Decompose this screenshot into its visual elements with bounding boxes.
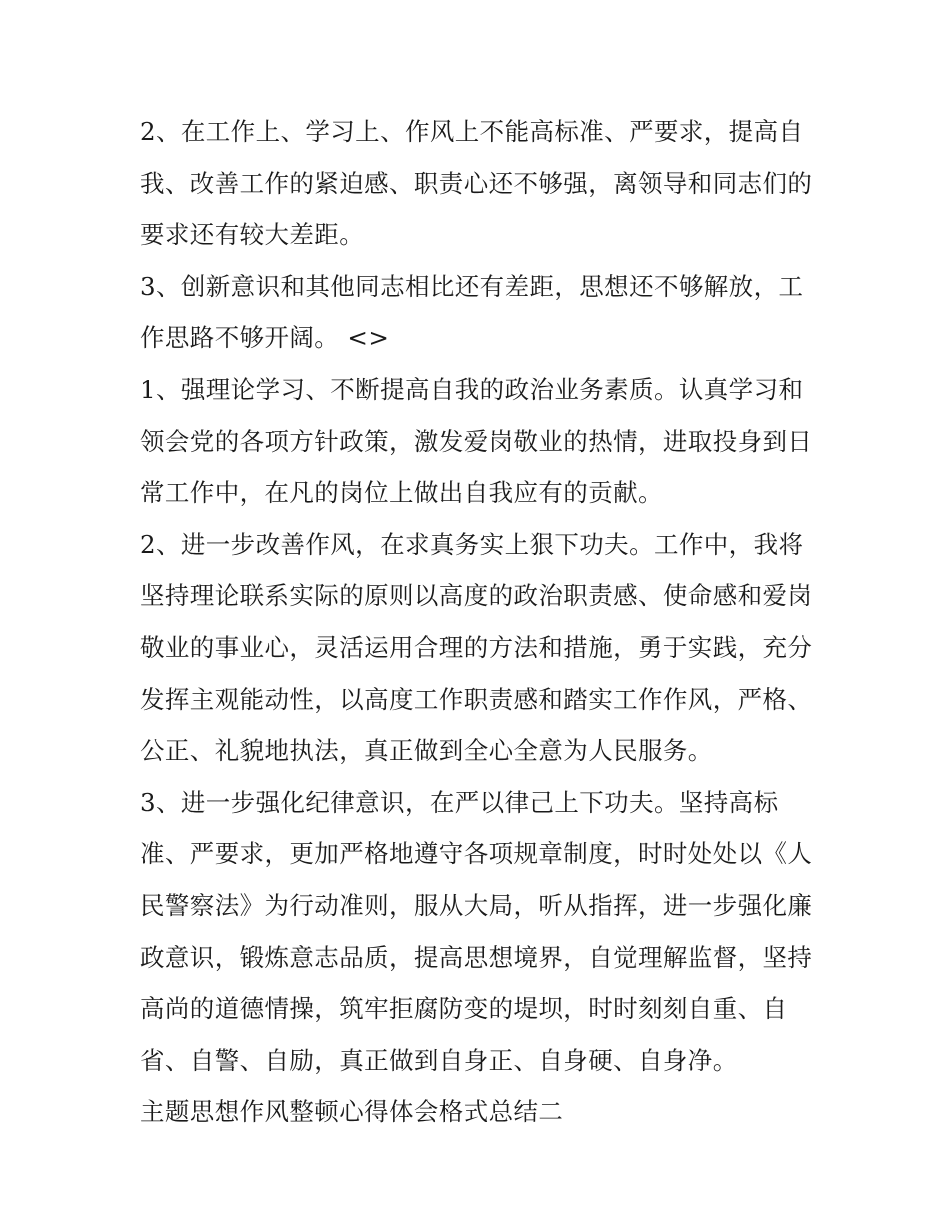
document-body — [140, 106, 820, 1138]
text-line: 准、严要求，更加严格地遵守各项规章制度，时时处处以《人 — [140, 839, 813, 869]
text-line: 3、创新意识和其他同志相比还有差距，思想还不够解放，工 — [140, 271, 804, 301]
text-line: 坚持理论联系实际的原则以高度的政治职责感、使命感和爱岗 — [140, 581, 813, 611]
text-line: 2、进一步改善作风，在求真务实上狠下功夫。工作中，我将 — [140, 529, 804, 559]
text-line: 敬业的事业心，灵活运用合理的方法和措施，勇于实践，充分 — [140, 632, 813, 662]
text-line: 作思路不够开阔。 <> — [140, 323, 390, 353]
text-line: 我、改善工作的紧迫感、职责心还不够强，离领导和同志们的 — [140, 168, 813, 198]
text-line: 高尚的道德情操，筑牢拒腐防变的堤坝，时时刻刻自重、自 — [140, 994, 788, 1024]
text-line: 领会党的各项方针政策，激发爱岗敬业的热情，进取投身到日 — [140, 426, 813, 456]
text-line: 省、自警、自励，真正做到自身正、自身硬、自身净。 — [140, 1045, 738, 1075]
text-line: 常工作中，在凡的岗位上做出自我应有的贡献。 — [140, 478, 663, 508]
text-line: 政意识，锻炼意志品质，提高思想境界，自觉理解监督，坚持 — [140, 942, 813, 972]
text-line: 公正、礼貌地执法，真正做到全心全意为人民服务。 — [140, 736, 713, 766]
text-line: 3、进一步强化纪律意识，在严以律己上下功夫。坚持高标 — [140, 787, 779, 817]
section-heading: 主题思想作风整顿心得体会格式总结二 — [140, 1097, 564, 1127]
text-line: 1、强理论学习、不断提高自我的政治业务素质。认真学习和 — [140, 374, 804, 404]
text-line: 要求还有较大差距。 — [140, 220, 365, 250]
text-line: 民警察法》为行动准则，服从大局，听从指挥，进一步强化廉 — [140, 890, 813, 920]
text-line: 2、在工作上、学习上、作风上不能高标准、严要求，提高自 — [140, 117, 804, 146]
text-line: 发挥主观能动性，以高度工作职责感和踏实工作作风，严格、 — [140, 684, 813, 714]
